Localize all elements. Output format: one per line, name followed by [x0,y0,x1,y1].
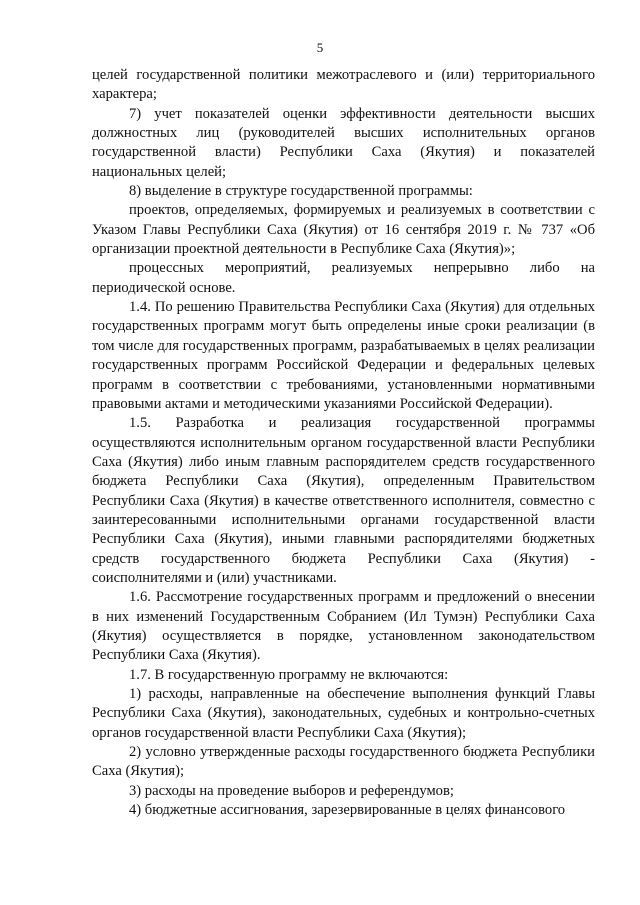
paragraph: 1.5. Разработка и реализация государственной программы осуществляются исполнительным органом государственной власти Республики Саха (Якутия) либо иным главным распорядителем средств государственного бюджета Республики Саха (Якутия), определенным Правительством Республики Саха (Якутия) в качестве ответственного исполнителя, совместно с заинтересованными исполнительными органами государственной власти Республики Саха (Якутия), иными главными распорядителями бюджетных средств государственного бюджета Республики Саха (Якутия) - соисполнителями и (или) участниками. [92,415,595,586]
document-body [92,66,595,820]
paragraph: 7) учет показателей оценки эффективности деятельности высших должностных лиц (руководителей высших исполнительных органов государственной власти) Республики Саха (Якутия) и показателей национальных целей; [92,105,595,180]
paragraph: процессных мероприятий, реализуемых непрерывно либо на периодической основе. [92,260,595,296]
paragraph: 4) бюджетные ассигнования, зарезервированные в целях финансового [129,802,566,819]
paragraph: 8) выделение в структуре государственной программы: [129,183,473,200]
paragraph: 1.4. По решению Правительства Республики Саха (Якутия) для отдельных государственных программ могут быть определены иные сроки реализации (в том числе для государственных программ, разрабатываемых в целях реализации государственных программ Российской Федерации и федеральных целевых программ в соответствии с требованиями, установленными нормативными правовыми актами и методическими указаниями Российской Федерации). [92,299,595,412]
paragraph: 2) условно утвержденные расходы государственного бюджета Республики Саха (Якутия); [92,744,595,780]
page-number: 5 [316,40,324,55]
paragraph: 1) расходы, направленные на обеспечение выполнения функций Главы Республики Саха (Якутия), законодательных, судебных и контрольно-счетных органов государственной власти Республики Саха (Якутия); [92,686,595,741]
paragraph: проектов, определяемых, формируемых и реализуемых в соответствии с Указом Главы Республики Саха (Якутия) от 16 сентября 2019 г. № 737 «Об организации проектной деятельности в Республике Саха (Якутия)»; [92,202,595,258]
paragraph: целей государственной политики межотраслевого и (или) территориального характера; [92,67,595,103]
paragraph: 1.6. Рассмотрение государственных программ и предложений о внесении в них изменений Государственным Собранием (Ил Тумэн) Республики Саха (Якутия) осуществляется в порядке, установленном законодательством Республики Саха (Якутия). [92,589,595,664]
paragraph: 1.7. В государственную программу не включаются: [129,666,449,683]
paragraph: 3) расходы на проведение выборов и референдумов; [129,782,454,799]
